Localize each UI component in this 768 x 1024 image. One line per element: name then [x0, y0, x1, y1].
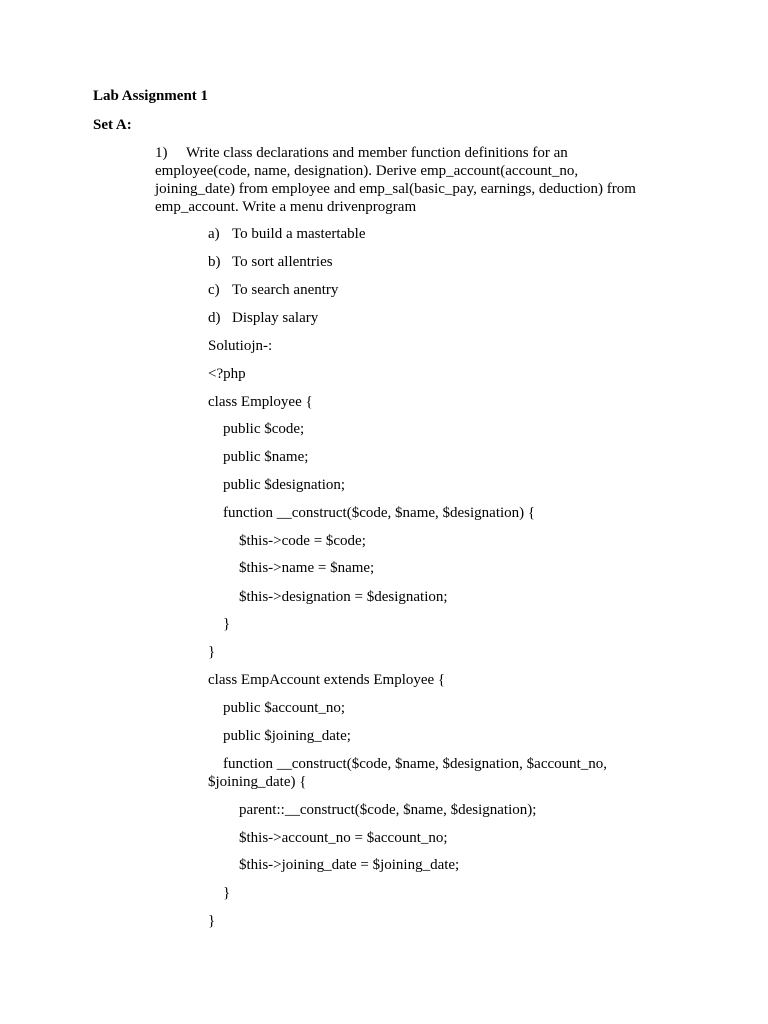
code-line: $this->joining_date = $joining_date; — [239, 857, 460, 873]
lab-title: Lab Assignment 1 — [93, 88, 209, 104]
question-line-1: Write class declarations and member function definitions for an — [186, 145, 568, 161]
code-line: } — [208, 644, 216, 660]
question-line-2: employee(code, name, designation). Derive emp_account(account_no, — [155, 163, 579, 179]
question-line-4: emp_account. Write a menu drivenprogram — [155, 199, 417, 215]
code-line: class Employee { — [208, 394, 313, 410]
option-b-marker: b) — [208, 254, 221, 270]
code-line: } — [223, 616, 231, 632]
code-line: $this->account_no = $account_no; — [239, 830, 448, 846]
code-line: $this->code = $code; — [239, 533, 366, 549]
code-line: } — [223, 885, 231, 901]
option-d-marker: d) — [208, 310, 221, 326]
set-label: Set A: — [93, 117, 132, 133]
code-line: public $code; — [223, 421, 305, 437]
option-a-text: To build a mastertable — [232, 226, 366, 242]
code-line: public $account_no; — [223, 700, 346, 716]
option-a-marker: a) — [208, 226, 220, 242]
solution-label: Solutiojn-: — [208, 338, 273, 354]
code-line: $joining_date) { — [208, 774, 307, 790]
code-line: public $designation; — [223, 477, 346, 493]
option-c-marker: c) — [208, 282, 220, 298]
question-number: 1) — [155, 145, 168, 161]
code-line: function __construct($code, $name, $designation) { — [223, 505, 536, 521]
code-line: function __construct($code, $name, $designation, $account_no, — [223, 756, 608, 772]
code-line: class EmpAccount extends Employee { — [208, 672, 446, 688]
option-b-text: To sort allentries — [232, 254, 333, 270]
code-line: } — [208, 913, 216, 929]
option-d-text: Display salary — [232, 310, 319, 326]
code-line: public $joining_date; — [223, 728, 351, 744]
option-c-text: To search anentry — [232, 282, 339, 298]
code-line: <?php — [208, 366, 246, 382]
question-line-3: joining_date) from employee and emp_sal(basic_pay, earnings, deduction) from — [155, 181, 636, 197]
code-line: $this->name = $name; — [239, 560, 375, 576]
code-line: $this->designation = $designation; — [239, 589, 448, 605]
code-line: parent::__construct($code, $name, $designation); — [239, 802, 537, 818]
code-line: public $name; — [223, 449, 309, 465]
